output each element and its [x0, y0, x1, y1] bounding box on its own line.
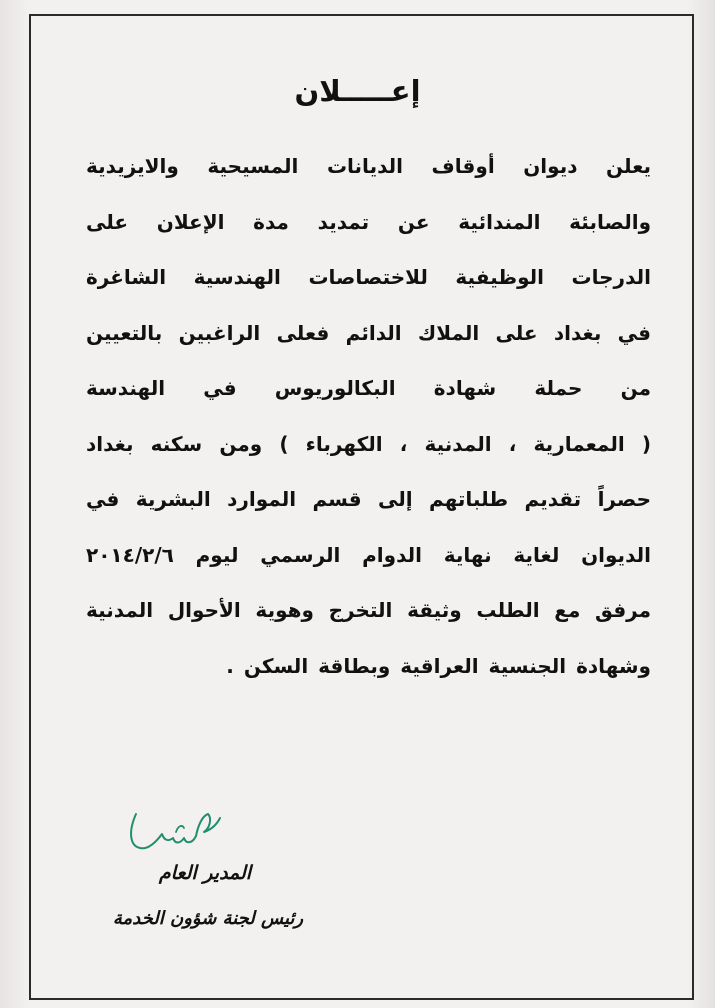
- announcement-title: إعـــــلان: [294, 74, 421, 108]
- committee-title: رئيس لجنة شؤون الخدمة: [112, 908, 304, 929]
- body-line-7: حصراً تقديم طلباتهم إلى قسم الموارد البشرية في: [86, 487, 651, 511]
- body-line-5: من حملة شهادة البكالوريوس في الهندسة: [86, 376, 651, 400]
- body-line-10: وشهادة الجنسية العراقية وبطاقة السكن .: [226, 653, 651, 678]
- body-line-1: يعلن ديوان أوقاف الديانات المسيحية والايزيدية: [86, 154, 651, 178]
- body-line-4: في بغداد على الملاك الدائم فعلى الراغبين بالتعيين: [86, 320, 651, 345]
- body-line-3: الدرجات الوظيفية للاختصاصات الهندسية الشاغرة: [86, 265, 651, 289]
- body-line-9: مرفق مع الطلب وثيقة التخرج وهوية الأحوال المدنية: [86, 598, 651, 622]
- director-title: المدير العام: [158, 862, 252, 884]
- body-line-6: ( المعمارية ، المدنية ، الكهرباء ) ومن سكنه بغداد: [86, 431, 651, 456]
- handwritten-signature: [118, 802, 238, 862]
- body-line-2: والصابئة المندائية عن تمديد مدة الإعلان على: [86, 209, 651, 234]
- body-line-8: الديوان لغاية نهاية الدوام الرسمي ليوم ٢٠١٤/٢/٦: [86, 542, 651, 567]
- announcement-body: [86, 156, 651, 711]
